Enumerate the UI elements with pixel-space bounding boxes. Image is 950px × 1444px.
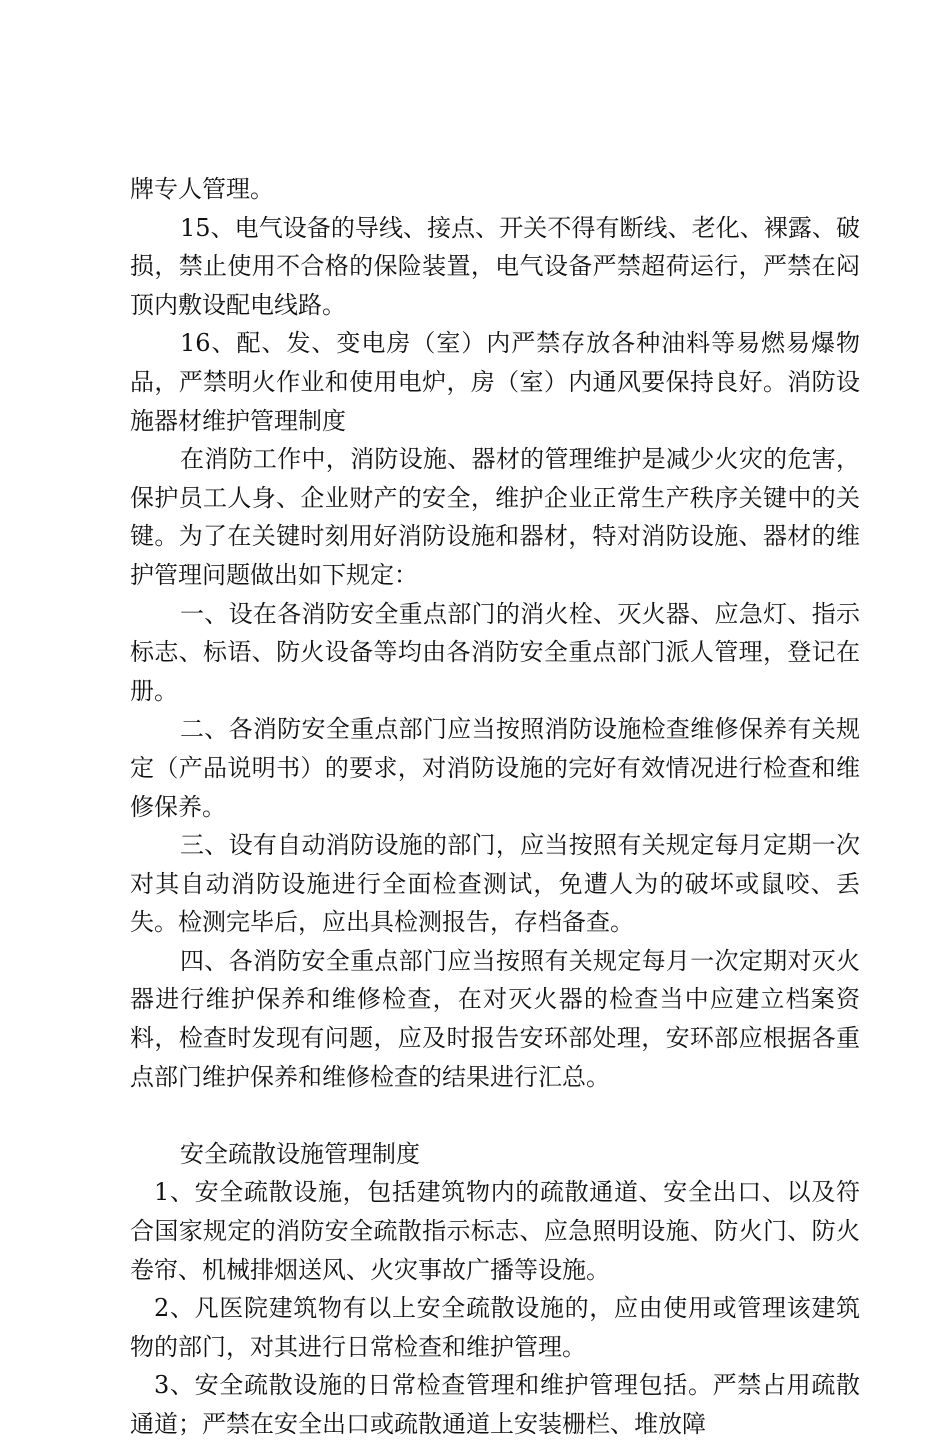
document-body: [130, 170, 860, 1444]
paragraph-rule-1: 一、设在各消防安全重点部门的消火栓、灭火器、应急灯、指示标志、标语、防火设备等均由各消防安全重点部门派人管理，登记在册。: [130, 599, 860, 705]
paragraph-evacuation-1: 1、安全疏散设施，包括建筑物内的疏散通道、安全出口、以及符合国家规定的消防安全疏散指示标志、应急照明设施、防火门、防火卷帘、机械排烟送风、火灾事故广播等设施。: [130, 1178, 860, 1284]
paragraph-rule-3: 三、设有自动消防设施的部门，应当按照有关规定每月定期一次对其自动消防设施进行全面检查测试，免遭人为的破坏或鼠咬、丢失。检测完毕后，应出具检测报告，存档备查。: [130, 831, 860, 937]
paragraph-rule-2: 二、各消防安全重点部门应当按照消防设施检查维修保养有关规定（产品说明书）的要求，对消防设施的完好有效情况进行检查和维修保养。: [130, 715, 860, 821]
paragraph-continuation: 牌专人管理。: [130, 175, 274, 203]
paragraph-item-16: 16、配、发、变电房（室）内严禁存放各种油料等易燃易爆物品，严禁明火作业和使用电炉，房（室）内通风要保持良好。消防设施器材维护管理制度: [130, 329, 860, 435]
blank-line: [130, 1096, 860, 1135]
paragraph-evacuation-3: 3、安全疏散设施的日常检查管理和维护管理包括。严禁占用疏散通道；严禁在安全出口或疏散通道上安装栅栏、堆放障: [130, 1371, 860, 1438]
paragraph-fire-equipment-intro: 在消防工作中，消防设施、器材的管理维护是减少火灾的危害，保护员工人身、企业财产的安全，维护企业正常生产秩序关键中的关键。为了在关键时刻用好消防设施和器材，特对消防设施、器材的维护管理问题做出如下规定：: [130, 445, 860, 589]
paragraph-item-15: 15、电气设备的导线、接点、开关不得有断线、老化、裸露、破损，禁止使用不合格的保险装置，电气设备严禁超荷运行，严禁在闷顶内敷设配电线路。: [130, 213, 860, 319]
paragraph-rule-4: 四、各消防安全重点部门应当按照有关规定每月一次定期对灭火器进行维护保养和维修检查，在对灭火器的检查当中应建立档案资料，检查时发现有问题，应及时报告安环部处理，安环部应根据各重点部门维护保养和维修检查的结果进行汇总。: [130, 946, 860, 1091]
paragraph-evacuation-2: 2、凡医院建筑物有以上安全疏散设施的，应由使用或管理该建筑物的部门，对其进行日常检查和维护管理。: [130, 1294, 860, 1361]
section-heading-evacuation: 安全疏散设施管理制度: [180, 1139, 420, 1168]
